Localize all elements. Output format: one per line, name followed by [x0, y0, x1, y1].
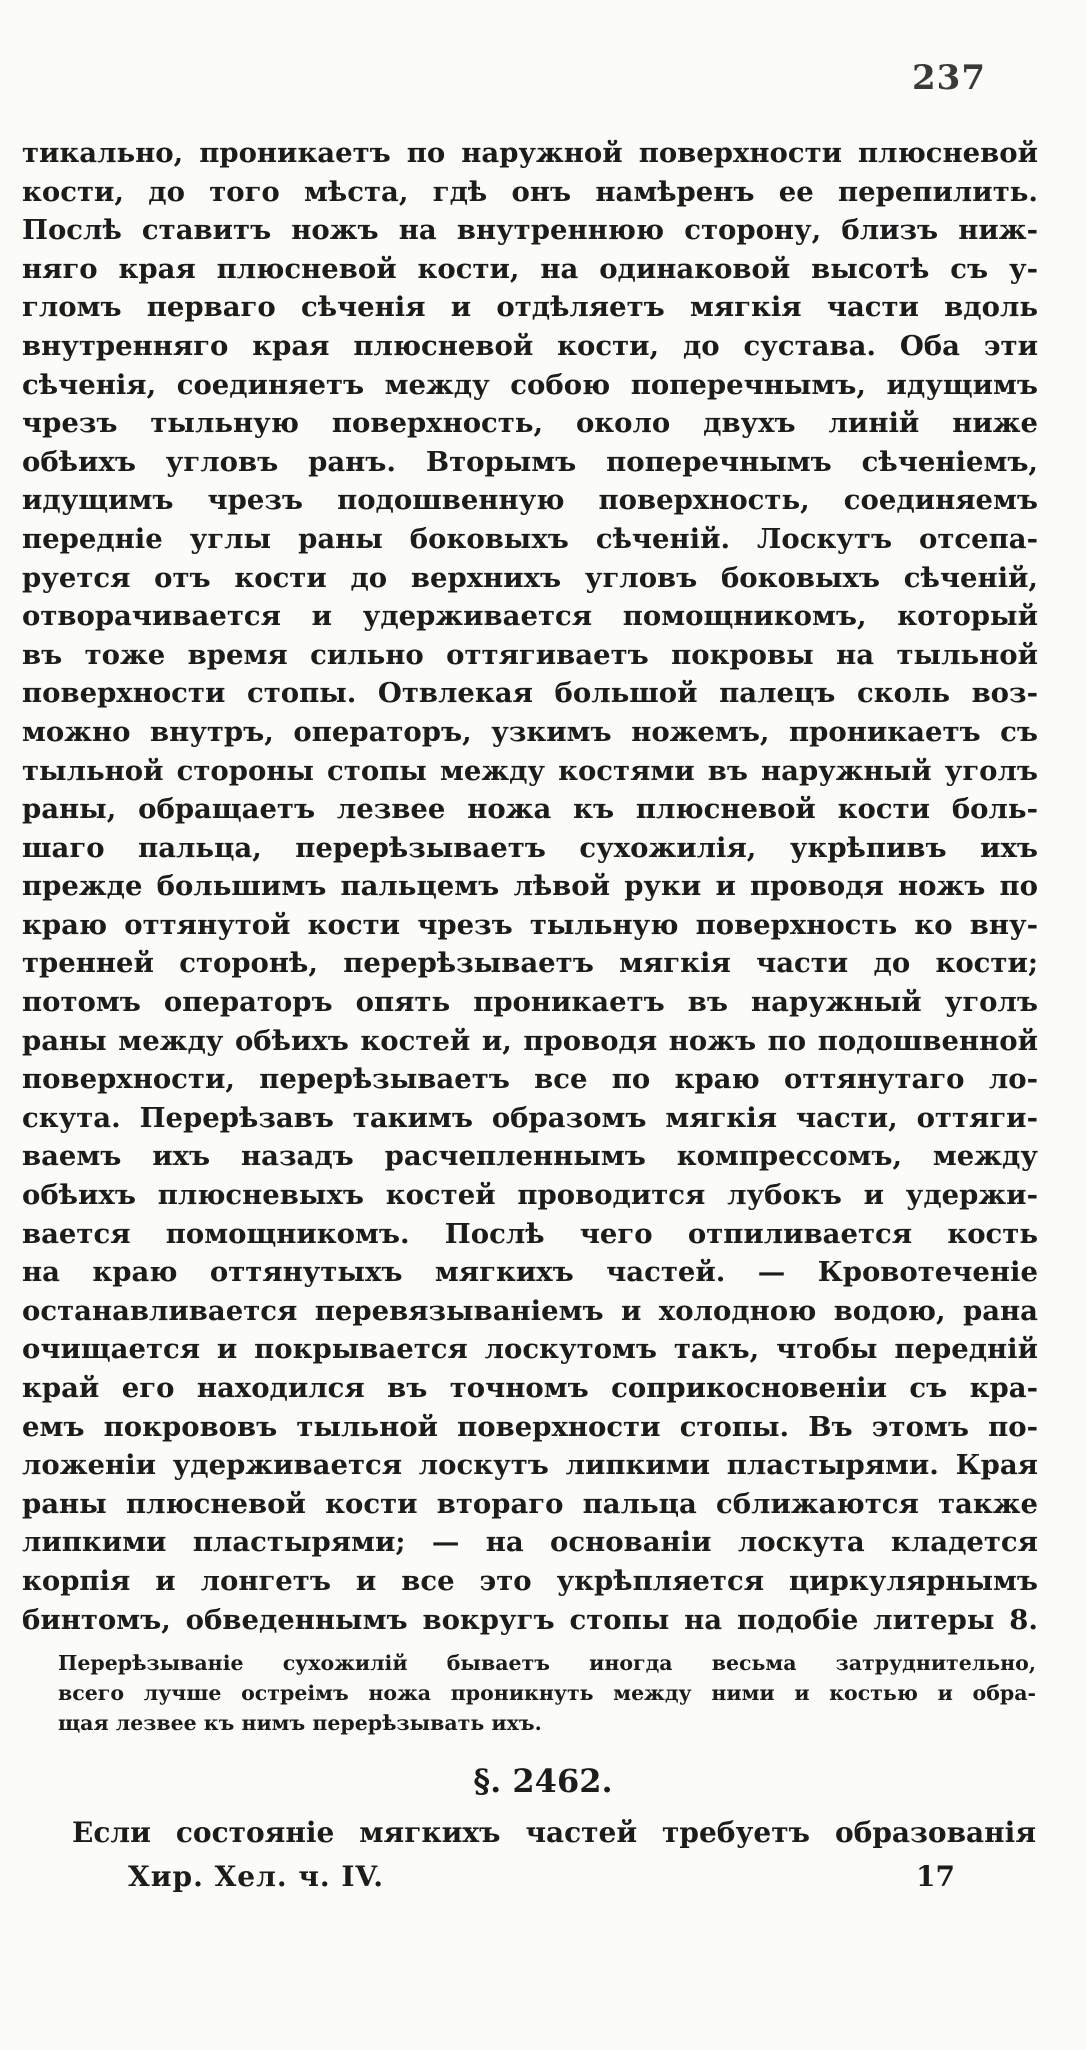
- text-line: скута. Перерѣзавъ такимъ образомъ мягкія части, оттяги-: [22, 1101, 1038, 1134]
- text-line: руется отъ кости до верхнихъ угловъ боковыхъ сѣченій,: [22, 561, 1038, 594]
- text-line: отворачивается и удерживается помощникомъ, который: [22, 600, 1038, 633]
- text-line: чрезъ тыльную поверхность, около двухъ линій ниже: [22, 407, 1038, 440]
- text-line: можно внутръ, операторъ, узкимъ ножемъ, проникаетъ съ: [22, 715, 1038, 748]
- text-line: обѣихъ плюсневыхъ костей проводится лубокъ и удержи-: [22, 1179, 1038, 1212]
- text-line: корпія и лонгетъ и все это укрѣпляется циркулярнымъ: [22, 1564, 1038, 1597]
- sheet-number: 17: [916, 1860, 955, 1893]
- text-line: внутренняго края плюсневой кости, до сустава. Оба эти: [22, 329, 1038, 362]
- main-text-block: [22, 134, 1038, 1639]
- page-number: 237: [912, 58, 986, 98]
- text-line: Послѣ ставитъ ножъ на внутреннюю сторону, близъ ниж-: [22, 214, 1038, 247]
- text-line: гломъ перваго сѣченія и отдѣляетъ мягкія части вдоль: [22, 291, 1038, 324]
- text-line: край его находился въ точномъ соприкосновеніи съ кра-: [22, 1372, 1038, 1404]
- text-line: передніе углы раны боковыхъ сѣченій. Лоскутъ отсепа-: [22, 522, 1038, 555]
- text-line: поверхности стопы. Отвлекая большой палецъ сколь воз-: [22, 677, 1038, 710]
- text-line: тыльной стороны стопы между костями въ наружный уголъ: [22, 754, 1038, 787]
- text-line: липкими пластырями; — на основаніи лоскута кладется: [22, 1526, 1038, 1559]
- text-line: прежде большимъ пальцемъ лѣвой руки и проводя ножъ по: [22, 870, 1038, 903]
- text-line: поверхности, перерѣзываетъ все по краю оттянутаго ло-: [22, 1063, 1038, 1096]
- text-line: кости, до того мѣста, гдѣ онъ намѣренъ ее перепилить.: [22, 175, 1038, 208]
- section-heading: §. 2462.: [473, 1762, 613, 1800]
- continuation-line: Если состояніе мягкихъ частей требуетъ образованія: [72, 1816, 1036, 1849]
- footnote-line: щая лезвее къ нимъ перерѣзывать ихъ.: [58, 1711, 542, 1735]
- text-line: ваемъ ихъ назадъ расчепленнымъ компрессомъ, между: [22, 1140, 1038, 1173]
- text-line: въ тоже время сильно оттягиваетъ покровы на тыльной: [22, 638, 1038, 671]
- text-line: останавливается перевязываніемъ и холодною водою, рана: [22, 1294, 1038, 1327]
- footnote-line: всего лучше остреімъ ножа проникнуть между ними и костью и обра-: [58, 1681, 1036, 1705]
- text-line: шаго пальца, перерѣзываетъ сухожилія, укрѣпивъ ихъ: [22, 831, 1038, 864]
- text-line: ложеніи удерживается лоскутъ липкими пластырями. Края: [22, 1449, 1038, 1482]
- text-line: вается помощникомъ. Послѣ чего отпиливается кость: [22, 1217, 1038, 1250]
- text-line: краю оттянутой кости чрезъ тыльную поверхность ко вну-: [22, 908, 1038, 941]
- text-line: тренней сторонѣ, перерѣзываетъ мягкія части до кости;: [22, 947, 1038, 980]
- text-line: няго края плюсневой кости, на одинаковой высотѣ съ у-: [22, 252, 1038, 285]
- text-line: тикально, проникаетъ по наружной поверхности плюсневой: [22, 137, 1038, 169]
- footnote-block: [58, 1648, 1036, 1738]
- text-line: емъ покрововъ тыльной поверхности стопы. Въ этомъ по-: [22, 1410, 1038, 1443]
- text-line: идущимъ чрезъ подошвенную поверхность, соединяемъ: [22, 484, 1038, 517]
- signature-mark: Хир. Хел. ч. IV.: [128, 1860, 385, 1893]
- text-line: раны, обращаетъ лезвее ножа къ плюсневой кости боль-: [22, 793, 1038, 826]
- text-line: потомъ операторъ опять проникаетъ въ наружный уголъ: [22, 986, 1038, 1019]
- text-line: сѣченія, соединяетъ между собою поперечнымъ, идущимъ: [22, 368, 1038, 401]
- text-line: на краю оттянутыхъ мягкихъ частей. — Кровотеченіе: [22, 1256, 1038, 1289]
- text-line: раны между обѣихъ костей и, проводя ножъ по подошвенной: [22, 1024, 1038, 1057]
- text-line: очищается и покрывается лоскутомъ такъ, чтобы передній: [22, 1333, 1038, 1366]
- text-line: обѣихъ угловъ ранъ. Вторымъ поперечнымъ сѣченіемъ,: [22, 445, 1038, 478]
- text-line: бинтомъ, обведеннымъ вокругъ стопы на подобіе литеры 8.: [22, 1603, 1038, 1636]
- footnote-line: Перерѣзываніе сухожилій бываетъ иногда весьма затруднительно,: [58, 1651, 1036, 1675]
- text-line: раны плюсневой кости втораго пальца сближаются также: [22, 1487, 1038, 1520]
